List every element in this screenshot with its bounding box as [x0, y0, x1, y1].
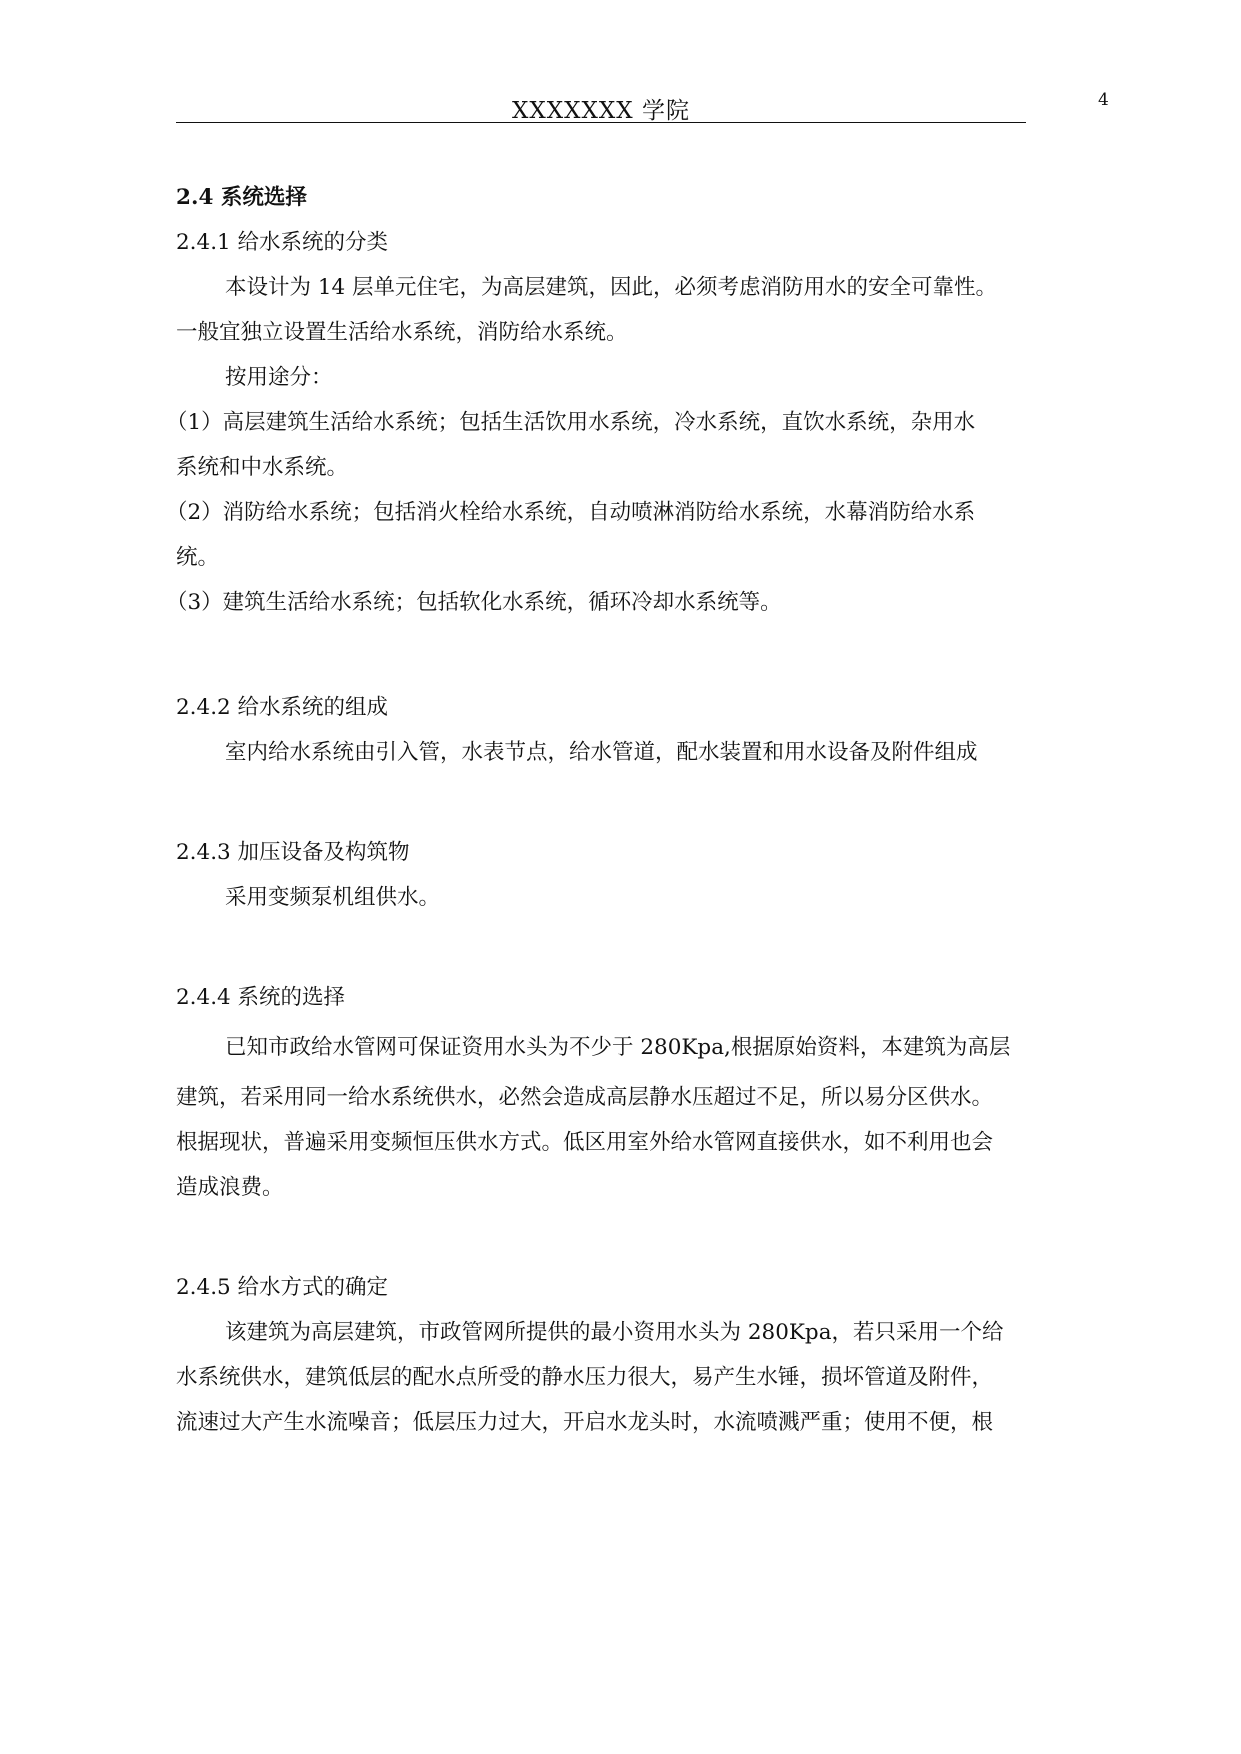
header-rule	[176, 122, 1026, 123]
subsection-heading: 2.4.2 给水系统的组成	[176, 695, 389, 720]
list-item-continued: 统。	[176, 545, 220, 570]
paragraph-line: 已知市政给水管网可保证资用水头为不少于 280Kpa,根据原始资料，本建筑为高层	[225, 1035, 1011, 1060]
list-item: （2）消防给水系统；包括消火栓给水系统，自动喷淋消防给水系统，水幕消防给水系	[166, 500, 976, 525]
page-number: 4	[1098, 90, 1109, 110]
subsection-heading: 2.4.5 给水方式的确定	[176, 1275, 389, 1300]
paragraph-line: 流速过大产生水流噪音；低层压力过大，开启水龙头时，水流喷溅严重；使用不便，根	[176, 1410, 994, 1435]
subsection-heading: 2.4.1 给水系统的分类	[176, 230, 389, 255]
paragraph-line: 室内给水系统由引入管，水表节点，给水管道，配水装置和用水设备及附件组成	[225, 740, 978, 765]
paragraph-line: 建筑，若采用同一给水系统供水，必然会造成高层静水压超过不足，所以易分区供水。	[176, 1085, 994, 1110]
list-item: （3）建筑生活给水系统；包括软化水系统，循环冷却水系统等。	[166, 590, 782, 615]
paragraph-line: 该建筑为高层建筑，市政管网所提供的最小资用水头为 280Kpa，若只采用一个给	[225, 1320, 1004, 1345]
paragraph-line: 水系统供水，建筑低层的配水点所受的静水压力很大，易产生水锤，损坏管道及附件，	[176, 1365, 994, 1390]
paragraph-line: 根据现状，普遍采用变频恒压供水方式。低区用室外给水管网直接供水，如不利用也会	[176, 1130, 994, 1155]
paragraph-line: 造成浪费。	[176, 1175, 284, 1200]
paragraph-line: 采用变频泵机组供水。	[225, 885, 441, 910]
paragraph-line: 按用途分：	[225, 365, 333, 390]
section-heading: 2.4 系统选择	[176, 185, 307, 210]
subsection-heading: 2.4.4 系统的选择	[176, 985, 346, 1010]
subsection-heading: 2.4.3 加压设备及构筑物	[176, 840, 410, 865]
paragraph-line: 本设计为 14 层单元住宅，为高层建筑，因此，必须考虑消防用水的安全可靠性。	[225, 275, 998, 300]
list-item: （1）高层建筑生活给水系统；包括生活饮用水系统，冷水系统，直饮水系统，杂用水	[166, 410, 976, 435]
list-item-continued: 系统和中水系统。	[176, 455, 349, 480]
paragraph-line: 一般宜独立设置生活给水系统，消防给水系统。	[176, 320, 628, 345]
page-header-title: XXXXXXX 学院	[512, 98, 690, 124]
